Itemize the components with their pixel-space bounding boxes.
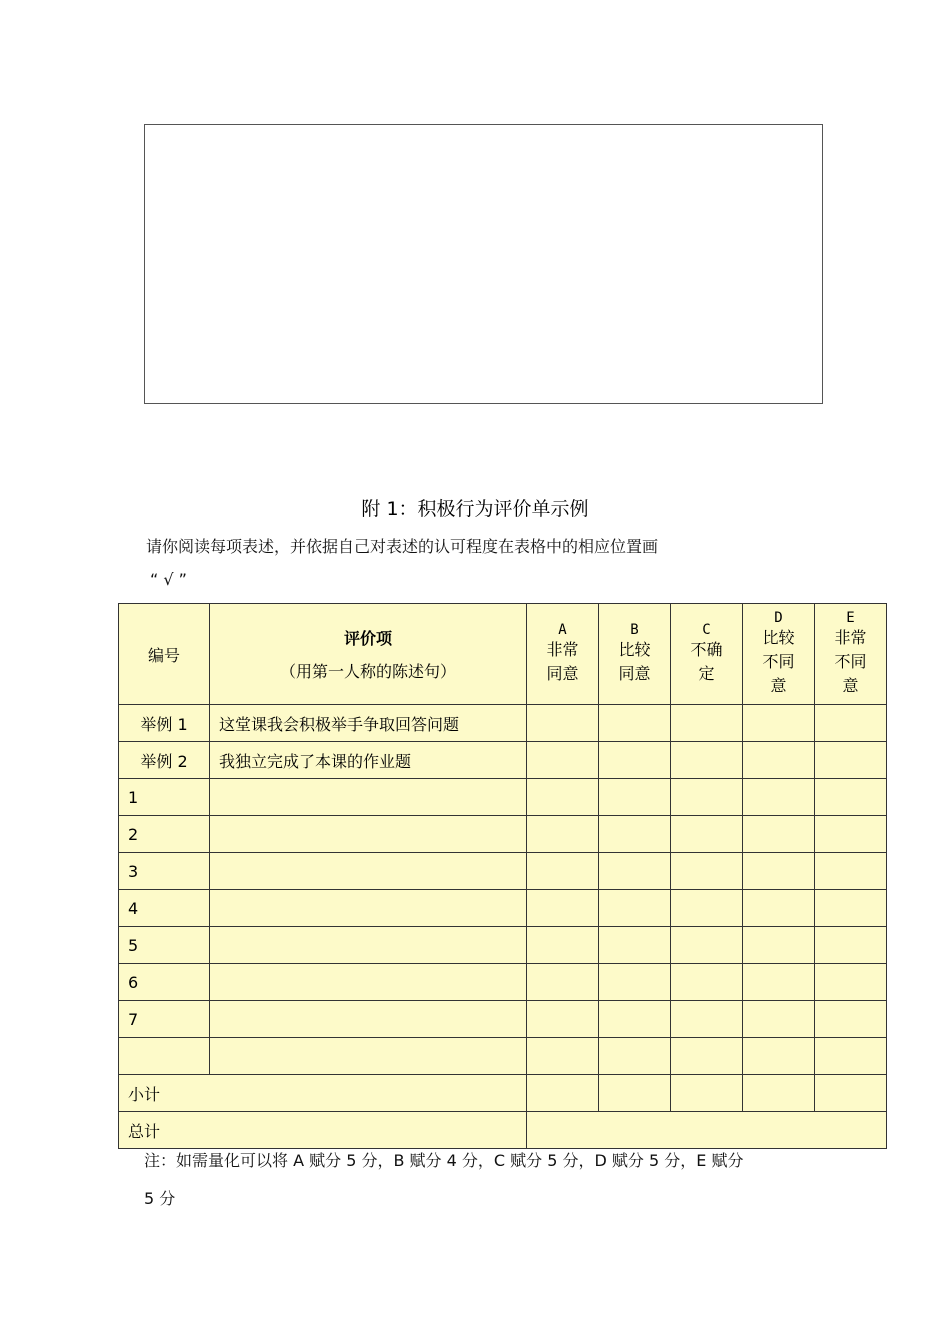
header-option-d: D 比较 不同 意 — [743, 604, 815, 705]
rating-cell-a[interactable] — [527, 779, 599, 816]
table-row — [119, 853, 887, 890]
rating-cell-d[interactable] — [743, 890, 815, 927]
row-item[interactable] — [210, 779, 527, 816]
subtotal-cell-d[interactable] — [743, 1075, 815, 1112]
row-number: 7 — [119, 1001, 210, 1038]
table-row — [119, 705, 887, 742]
subtotal-cell-b[interactable] — [599, 1075, 671, 1112]
rating-cell-e[interactable] — [815, 890, 887, 927]
rating-cell-b[interactable] — [599, 1038, 671, 1075]
header-option-b: B 比较 同意 — [599, 604, 671, 705]
rating-cell-c[interactable] — [671, 742, 743, 779]
rating-cell-a[interactable] — [527, 1038, 599, 1075]
table-header-row — [119, 604, 887, 705]
rating-cell-e[interactable] — [815, 705, 887, 742]
rating-cell-a[interactable] — [527, 705, 599, 742]
rating-cell-e[interactable] — [815, 742, 887, 779]
rating-cell-b[interactable] — [599, 890, 671, 927]
rating-cell-a[interactable] — [527, 927, 599, 964]
rating-cell-b[interactable] — [599, 705, 671, 742]
rating-cell-b[interactable] — [599, 927, 671, 964]
table-row — [119, 964, 887, 1001]
rating-cell-d[interactable] — [743, 779, 815, 816]
page-title: 附 1：积极行为评价单示例 — [361, 498, 589, 520]
header-item: 评价项 （用第一人称的陈述句） — [210, 604, 527, 705]
table-row — [119, 927, 887, 964]
table-row — [119, 742, 887, 779]
subtotal-label: 小计 — [119, 1075, 527, 1112]
header-option-a: A 非常 同意 — [527, 604, 599, 705]
rating-cell-a[interactable] — [527, 964, 599, 1001]
note-line-1: 注：如需量化可以将 A 赋分 5 分，B 赋分 4 分，C 赋分 5 分，D 赋分 5 分，E 赋分 — [144, 1151, 744, 1170]
total-value-cell[interactable] — [527, 1112, 887, 1149]
rating-cell-c[interactable] — [671, 853, 743, 890]
row-number: 3 — [119, 853, 210, 890]
subtotal-cell-c[interactable] — [671, 1075, 743, 1112]
row-number: 4 — [119, 890, 210, 927]
header-item-subtitle: （用第一人称的陈述句） — [279, 662, 456, 681]
rating-cell-e[interactable] — [815, 1038, 887, 1075]
rating-cell-c[interactable] — [671, 705, 743, 742]
row-item[interactable] — [210, 1038, 527, 1075]
rating-cell-b[interactable] — [599, 742, 671, 779]
row-item[interactable] — [210, 964, 527, 1001]
row-item[interactable] — [210, 853, 527, 890]
instruction-line-1: 请你阅读每项表述，并依据自己对表述的认可程度在表格中的相应位置画 — [146, 537, 659, 556]
header-number: 编号 — [119, 604, 210, 705]
rating-cell-a[interactable] — [527, 1001, 599, 1038]
rating-cell-c[interactable] — [671, 1038, 743, 1075]
rating-cell-a[interactable] — [527, 742, 599, 779]
rating-cell-c[interactable] — [671, 964, 743, 1001]
rating-cell-b[interactable] — [599, 853, 671, 890]
rating-cell-e[interactable] — [815, 1001, 887, 1038]
table-row — [119, 1038, 887, 1075]
rating-cell-b[interactable] — [599, 816, 671, 853]
subtotal-cell-e[interactable] — [815, 1075, 887, 1112]
rating-cell-d[interactable] — [743, 964, 815, 1001]
row-item[interactable] — [210, 1001, 527, 1038]
rating-cell-b[interactable] — [599, 1001, 671, 1038]
row-number: 1 — [119, 779, 210, 816]
evaluation-table — [118, 603, 887, 1149]
rating-cell-d[interactable] — [743, 1038, 815, 1075]
instruction-line-2: “ √ ” — [150, 570, 187, 589]
rating-cell-d[interactable] — [743, 853, 815, 890]
row-item: 我独立完成了本课的作业题 — [210, 742, 527, 779]
note-line-2: 5 分 — [144, 1189, 176, 1208]
rating-cell-c[interactable] — [671, 927, 743, 964]
rating-cell-d[interactable] — [743, 742, 815, 779]
rating-cell-b[interactable] — [599, 779, 671, 816]
subtotal-row — [119, 1075, 887, 1112]
rating-cell-a[interactable] — [527, 816, 599, 853]
rating-cell-d[interactable] — [743, 927, 815, 964]
rating-cell-b[interactable] — [599, 964, 671, 1001]
row-item[interactable] — [210, 890, 527, 927]
subtotal-cell-a[interactable] — [527, 1075, 599, 1112]
row-number: 举例 2 — [119, 742, 210, 779]
rating-cell-c[interactable] — [671, 779, 743, 816]
rating-cell-e[interactable] — [815, 964, 887, 1001]
rating-cell-e[interactable] — [815, 927, 887, 964]
rating-cell-c[interactable] — [671, 816, 743, 853]
rating-cell-e[interactable] — [815, 779, 887, 816]
rating-cell-a[interactable] — [527, 853, 599, 890]
table-row — [119, 816, 887, 853]
rating-cell-d[interactable] — [743, 816, 815, 853]
row-item[interactable] — [210, 927, 527, 964]
table-row — [119, 890, 887, 927]
header-option-c: C 不确 定 — [671, 604, 743, 705]
row-item: 这堂课我会积极举手争取回答问题 — [210, 705, 527, 742]
header-option-e: E 非常 不同 意 — [815, 604, 887, 705]
rating-cell-c[interactable] — [671, 890, 743, 927]
rating-cell-d[interactable] — [743, 1001, 815, 1038]
row-number: 6 — [119, 964, 210, 1001]
blank-answer-box — [144, 124, 823, 404]
rating-cell-d[interactable] — [743, 705, 815, 742]
rating-cell-e[interactable] — [815, 853, 887, 890]
row-number — [119, 1038, 210, 1075]
rating-cell-a[interactable] — [527, 890, 599, 927]
row-item[interactable] — [210, 816, 527, 853]
row-number: 2 — [119, 816, 210, 853]
table-row — [119, 1001, 887, 1038]
rating-cell-e[interactable] — [815, 816, 887, 853]
total-label: 总计 — [119, 1112, 527, 1149]
row-number: 举例 1 — [119, 705, 210, 742]
rating-cell-c[interactable] — [671, 1001, 743, 1038]
total-row — [119, 1112, 887, 1149]
row-number: 5 — [119, 927, 210, 964]
table-row — [119, 779, 887, 816]
